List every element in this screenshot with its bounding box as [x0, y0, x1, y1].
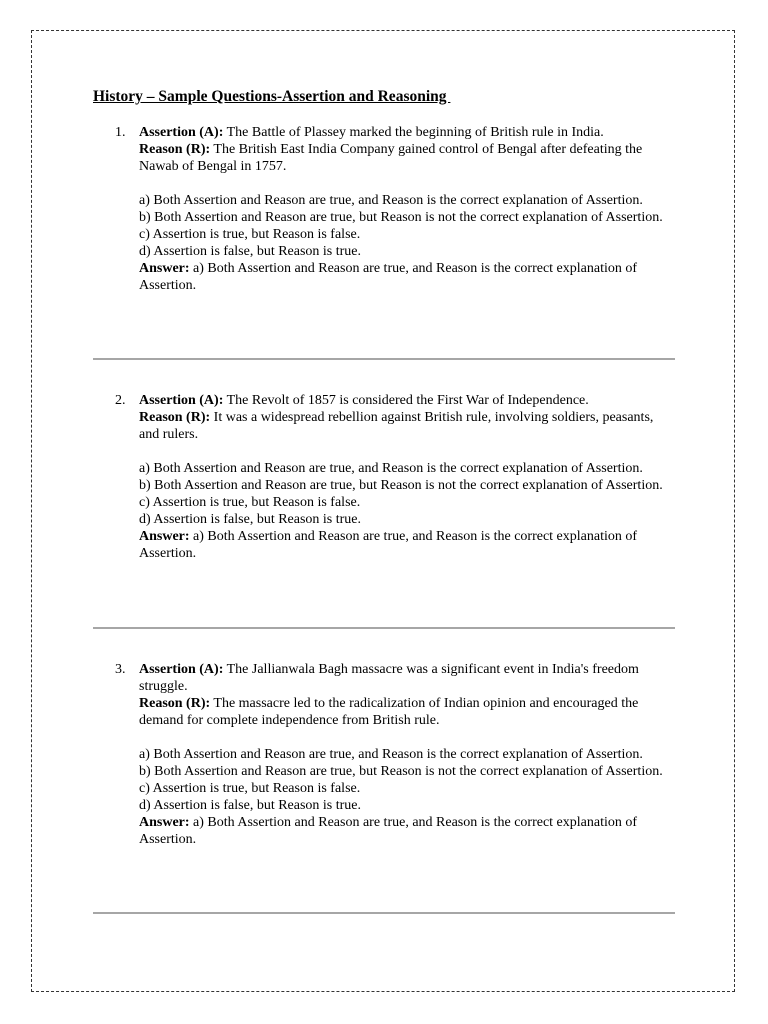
reason-label: Reason (R):	[139, 410, 211, 425]
option-b: b) Both Assertion and Reason are true, but Reason is not the correct explanation of Assertion.	[139, 478, 663, 493]
question-body	[139, 392, 675, 562]
answer-text: a) Both Assertion and Reason are true, and Reason is the correct explanation of Assertion.	[139, 261, 638, 293]
answer-label: Answer:	[139, 815, 190, 830]
options-list	[139, 460, 675, 528]
reason-line	[139, 695, 675, 729]
assertion-text: The Jallianwala Bagh massacre was a significant event in India's freedom struggle.	[139, 662, 639, 694]
answer-text: a) Both Assertion and Reason are true, and Reason is the correct explanation of Assertion.	[139, 529, 638, 561]
assertion-line	[139, 124, 675, 141]
assertion-line	[139, 392, 675, 409]
question-body	[139, 124, 675, 294]
options-list	[139, 746, 675, 814]
reason-text: The massacre led to the radicalization of Indian opinion and encouraged the demand for complete independence from British rule.	[139, 696, 639, 728]
reason-text: The British East India Company gained control of Bengal after defeating the Nawab of Bengal in 1757.	[139, 142, 643, 174]
reason-label: Reason (R):	[139, 142, 211, 157]
reason-label: Reason (R):	[139, 696, 211, 711]
assertion-text: The Battle of Plassey marked the beginning of British rule in India.	[223, 125, 604, 140]
reason-line	[139, 409, 675, 443]
assertion-text: The Revolt of 1857 is considered the First War of Independence.	[223, 393, 589, 408]
option-d: d) Assertion is false, but Reason is true.	[139, 798, 362, 813]
answer-label: Answer:	[139, 529, 190, 544]
option-b: b) Both Assertion and Reason are true, but Reason is not the correct explanation of Assertion.	[139, 764, 663, 779]
question-number: 1.	[115, 125, 126, 140]
answer-line	[139, 528, 675, 562]
answer-line	[139, 814, 675, 848]
reason-text: It was a widespread rebellion against British rule, involving soldiers, peasants, and rulers.	[139, 410, 654, 442]
option-c: c) Assertion is true, but Reason is false.	[139, 227, 361, 242]
question-number: 3.	[115, 662, 126, 677]
option-d: d) Assertion is false, but Reason is true.	[139, 244, 362, 259]
option-a: a) Both Assertion and Reason are true, and Reason is the correct explanation of Assertion.	[139, 193, 643, 208]
option-a: a) Both Assertion and Reason are true, and Reason is the correct explanation of Assertion.	[139, 747, 643, 762]
option-c: c) Assertion is true, but Reason is false.	[139, 495, 361, 510]
question-2	[93, 392, 675, 562]
options-list	[139, 192, 675, 260]
option-a: a) Both Assertion and Reason are true, and Reason is the correct explanation of Assertion.	[139, 461, 643, 476]
separator-rule	[93, 627, 675, 629]
answer-text: a) Both Assertion and Reason are true, and Reason is the correct explanation of Assertion.	[139, 815, 638, 847]
separator-rule	[93, 358, 675, 360]
option-c: c) Assertion is true, but Reason is false.	[139, 781, 361, 796]
separator-rule	[93, 912, 675, 914]
assertion-label: Assertion (A):	[139, 662, 224, 677]
assertion-label: Assertion (A):	[139, 125, 224, 140]
question-number: 2.	[115, 393, 126, 408]
assertion-label: Assertion (A):	[139, 393, 224, 408]
question-1	[93, 124, 675, 294]
answer-line	[139, 260, 675, 294]
document-title: History – Sample Questions-Assertion and Reasoning	[93, 88, 451, 105]
option-b: b) Both Assertion and Reason are true, but Reason is not the correct explanation of Assertion.	[139, 210, 663, 225]
question-body	[139, 661, 675, 848]
assertion-line	[139, 661, 675, 695]
option-d: d) Assertion is false, but Reason is true.	[139, 512, 362, 527]
answer-label: Answer:	[139, 261, 190, 276]
reason-line	[139, 141, 675, 175]
question-3	[93, 661, 675, 848]
